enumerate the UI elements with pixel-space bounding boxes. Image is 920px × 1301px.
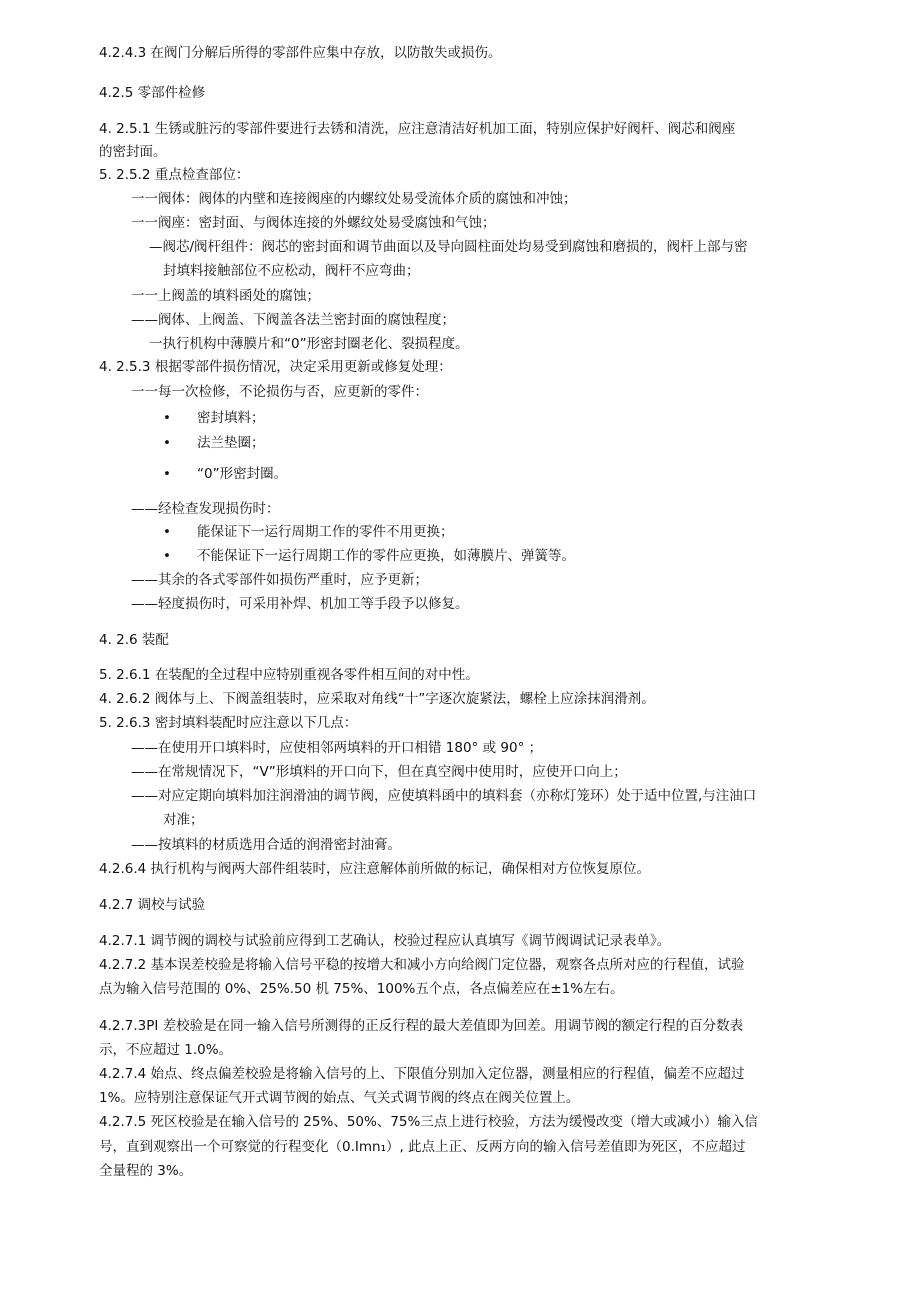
text-line: 一一每一次检修，不论损伤与否，应更新的零件：	[131, 384, 428, 400]
text-line: 4.2.7.3PI 差校验是在同一输入信号所测得的正反行程的最大差值即为回差。用调节阀的额定行程的百分数表	[99, 1018, 744, 1034]
text-line: 4.2.4.3 在阀门分解后所得的零部件应集中存放，以防散失或损伤。	[99, 45, 502, 61]
text-line: 一一阀座：密封面、与阀体连接的外螺纹处易受腐蚀和气蚀；	[131, 215, 496, 231]
text-line: —阀芯/阀杆组件：阀芯的密封面和调节曲面以及导向圆柱面处均易受到腐蚀和磨损的，阀杆上部与密	[149, 239, 748, 255]
text-line: 封填料接触部位不应松动，阀杆不应弯曲；	[163, 263, 420, 279]
text-line: 一执行机构中薄膜片和“0”形密封圈老化、裂损程度。	[149, 336, 469, 352]
text-line: 示，不应超过 1.0%。	[99, 1042, 233, 1058]
text-line: 一一阀体：阀体的内壁和连接阀座的内螺纹处易受流体介质的腐蚀和冲蚀；	[131, 191, 577, 207]
text-line: 5. 2.5.2 重点检查部位：	[99, 167, 250, 183]
bullet-icon: •	[163, 466, 171, 482]
bullet-icon: •	[163, 548, 171, 564]
text-line: 4. 2.5.3 根据零部件损伤情况，决定采用更新或修复处理：	[99, 359, 452, 375]
text-line: 5. 2.6.3 密封填料装配时应注意以下几点：	[99, 715, 358, 731]
text-line: 对准；	[163, 812, 204, 828]
text-line: 4. 2.5.1 生锈或脏污的零部件要进行去锈和清洗，应注意清洁好机加工面，特别应保护好阀杆、阀芯和阀座	[99, 121, 736, 137]
bullet-icon: •	[163, 524, 171, 540]
text-line: 一一上阀盖的填料函处的腐蚀；	[131, 288, 320, 304]
text-line: 4.2.6.4 执行机构与阀两大部件组装时，应注意解体前所做的标记，确保相对方位恢复原位。	[99, 861, 651, 877]
text-line: 5. 2.6.1 在装配的全过程中应特别重视各零件相互间的对中性。	[99, 667, 479, 683]
text-line: ——按填料的材质选用合适的润滑密封油膏。	[131, 837, 401, 853]
bullet-icon: •	[163, 435, 171, 451]
list-item: 不能保证下一运行周期工作的零件应更换，如薄膜片、弹簧等。	[197, 548, 575, 564]
text-line: 号，直到观察出一个可察觉的行程变化（0.Imn₁）, 此点上正、反两方向的输入信号差值即为死区，不应超过	[99, 1139, 746, 1155]
text-line: ——在使用开口填料时，应使相邻两填料的开口相错 180° 或 90° ；	[131, 740, 543, 756]
text-line: 的密封面。	[99, 144, 167, 160]
text-line: 4.2.7.2 基本误差校验是将输入信号平稳的按增大和减小方向给阀门定位器，观察各点所对应的行程值，试验	[99, 957, 745, 973]
text-line: 1%。应特别注意保证气开式调节阀的始点、气关式调节阀的终点在阀关位置上。	[99, 1090, 580, 1106]
list-item: 密封填料；	[197, 410, 265, 426]
list-item: 能保证下一运行周期工作的零件不用更换；	[197, 524, 454, 540]
text-line: ——其余的各式零部件如损伤严重时，应予更新；	[131, 572, 428, 588]
text-line: ——阀体、上阀盖、下阀盖各法兰密封面的腐蚀程度；	[131, 312, 455, 328]
text-line: 4.2.7.1 调节阀的调校与试验前应得到工艺确认，校验过程应认真填写《调节阀调试记录表单》。	[99, 933, 671, 949]
section-heading: 4.2.7 调校与试验	[99, 897, 206, 913]
text-line: ——对应定期向填料加注润滑油的调节阀，应使填料函中的填料套（亦称灯笼环）处于适中位置,与注油口	[131, 788, 757, 804]
bullet-icon: •	[163, 410, 171, 426]
text-line: 点为输入信号范围的 0%、25%.50 机 75%、100%五个点，各点偏差应在±1%左右。	[99, 981, 624, 997]
text-line: ——经检查发现损伤时：	[131, 501, 280, 517]
text-line: 4. 2.6.2 阀体与上、下阀盖组装时，应采取对角线“十”字逐次旋紧法，螺栓上应涂抹润滑剂。	[99, 691, 655, 707]
text-line: 4.2.7.5 死区校验是在输入信号的 25%、50%、75%三点上进行校验，方法为缓慢改变（增大或减小）输入信	[99, 1114, 758, 1130]
section-heading: 4.2.5 零部件检修	[99, 85, 206, 101]
text-line: ——轻度损伤时，可采用补焊、机加工等手段予以修复。	[131, 596, 469, 612]
text-line: 全量程的 3%。	[99, 1163, 193, 1179]
list-item: “0”形密封圈。	[197, 466, 288, 482]
section-heading: 4. 2.6 装配	[99, 632, 169, 648]
list-item: 法兰垫圈；	[197, 435, 265, 451]
text-line: 4.2.7.4 始点、终点偏差校验是将输入信号的上、下限值分别加入定位器，测量相应的行程值，偏差不应超过	[99, 1066, 745, 1082]
text-line: ——在常规情况下，“V”形填料的开口向下，但在真空阀中使用时，应使开口向上；	[131, 764, 627, 780]
